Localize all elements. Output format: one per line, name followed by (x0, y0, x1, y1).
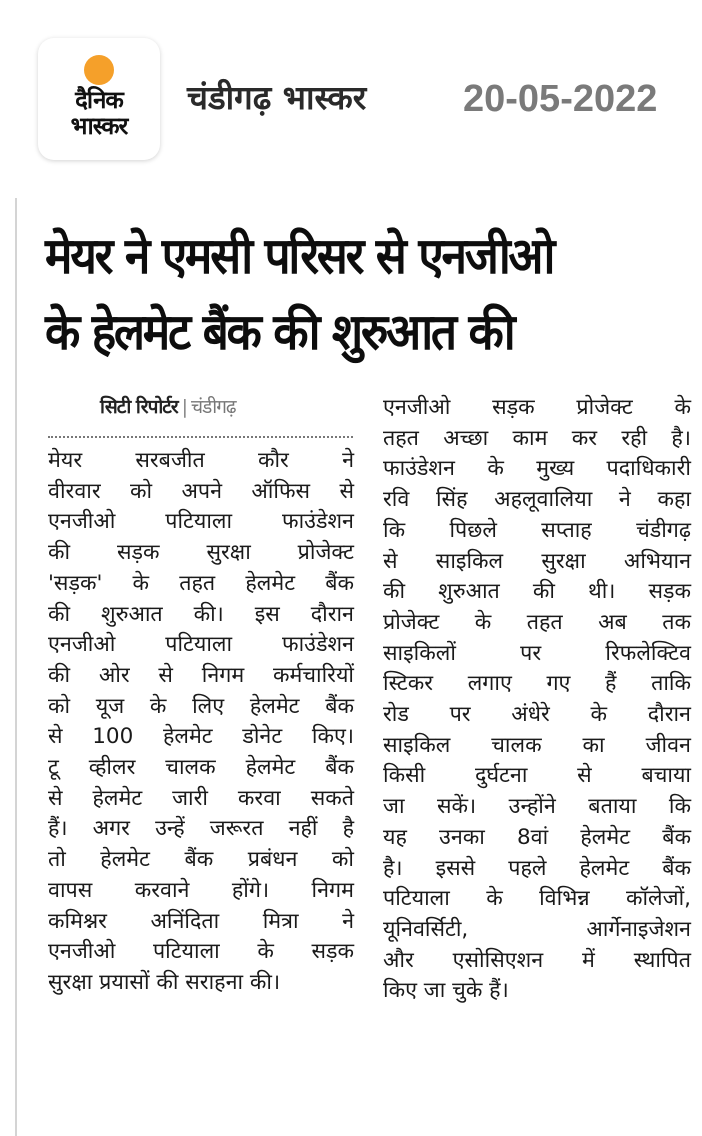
text-line: की शुरुआत की थी। सड़क (383, 579, 691, 605)
article-column-left (48, 446, 354, 999)
byline (100, 393, 236, 419)
text-line: यह उनका 8वां हेलमेट बैंक (383, 824, 691, 850)
article-headline (45, 218, 643, 370)
byline-dotted-divider (48, 436, 353, 438)
text-line: और एसोसिएशन में स्थापित (383, 947, 691, 973)
text-line: 'सड़क' के तहत हेलमेट बैंक (48, 570, 354, 596)
edition-name: चंडीगढ़ भास्कर (187, 78, 367, 117)
logo-text-line2: भास्कर (70, 112, 128, 140)
text-line: तो हेलमेट बैंक प्रबंधन को (48, 847, 354, 873)
byline-separator: | (181, 396, 188, 418)
text-line: वीरवार को अपने ऑफिस से (48, 478, 354, 504)
text-line: एनजीओ पटियाला फाउंडेशन (48, 509, 354, 535)
text-line: फाउंडेशन के मुख्य पदाधिकारी (383, 456, 691, 482)
text-line: एनजीओ पटियाला के सड़क (48, 939, 354, 965)
logo-text-line1: दैनिक (75, 86, 123, 114)
text-line: को यूज के लिए हेलमेट बैंक (48, 693, 354, 719)
sun-icon (84, 55, 114, 85)
text-line: पटियाला के विभिन्न कॉलेजों, (383, 886, 691, 912)
text-line: एनजीओ सड़क प्रोजेक्ट के (383, 395, 691, 420)
byline-place: चंडीगढ़ (191, 396, 236, 418)
text-line: जा सकें। उन्होंने बताया कि (383, 794, 691, 820)
clipping-edge-rule (15, 198, 17, 1136)
text-line: किसी दुर्घटना से बचाया (383, 763, 691, 789)
text-line: यूनिवर्सिटी, आर्गेनाइजेशन (383, 916, 691, 942)
text-line: हैं। अगर उन्हें जरूरत नहीं है (48, 816, 354, 842)
text-line: की शुरुआत की। इस दौरान (48, 601, 354, 627)
article-column-right (383, 393, 691, 1007)
text-line: कमिश्नर अनिंदिता मित्रा ने (48, 908, 354, 934)
text-line: से 100 हेलमेट डोनेट किए। (48, 724, 354, 750)
text-line: की ओर से निगम कर्मचारियों (48, 662, 354, 688)
headline-line: मेयर ने एमसी परिसर से एनजीओ (45, 227, 554, 285)
text-line: रोड पर अंधेरे के दौरान (383, 702, 691, 728)
text-line: प्रोजेक्ट के तहत अब तक (383, 609, 691, 635)
text-line: सुरक्षा प्रयासों की सराहना की। (48, 969, 281, 995)
text-line: एनजीओ पटियाला फाउंडेशन (48, 632, 354, 658)
text-line: साइकिल चालक का जीवन (383, 732, 691, 758)
text-line: रवि सिंह अहलूवालिया ने कहा (383, 487, 691, 513)
text-line: से साइकिल सुरक्षा अभियान (383, 548, 691, 574)
text-line: वापस करवाने होंगे। निगम (48, 877, 354, 903)
text-line: मेयर सरबजीत कौर ने (48, 448, 354, 473)
text-line: की सड़क सुरक्षा प्रोजेक्ट (48, 540, 354, 566)
newspaper-header (0, 0, 702, 190)
text-line: से हेलमेट जारी करवा सकते (48, 785, 354, 811)
headline-line: के हेलमेट बैंक की शुरुआत की (45, 303, 514, 361)
text-line: किए जा चुके हैं। (383, 978, 509, 1004)
text-line: साइकिलों पर रिफलेक्टिव (383, 640, 691, 666)
text-line: टू व्हीलर चालक हेलमेट बैंक (48, 755, 354, 781)
text-line: है। इससे पहले हेलमेट बैंक (383, 855, 691, 881)
edition-date: 20-05-2022 (463, 78, 658, 120)
byline-reporter: सिटी रिपोर्टर (100, 396, 178, 418)
text-line: कि पिछले सप्ताह चंडीगढ़ (383, 517, 691, 543)
text-line: तहत अच्छा काम कर रही है। (383, 425, 691, 451)
dainik-bhaskar-logo (38, 38, 160, 160)
text-line: स्टिकर लगाए गए हैं ताकि (383, 671, 691, 697)
